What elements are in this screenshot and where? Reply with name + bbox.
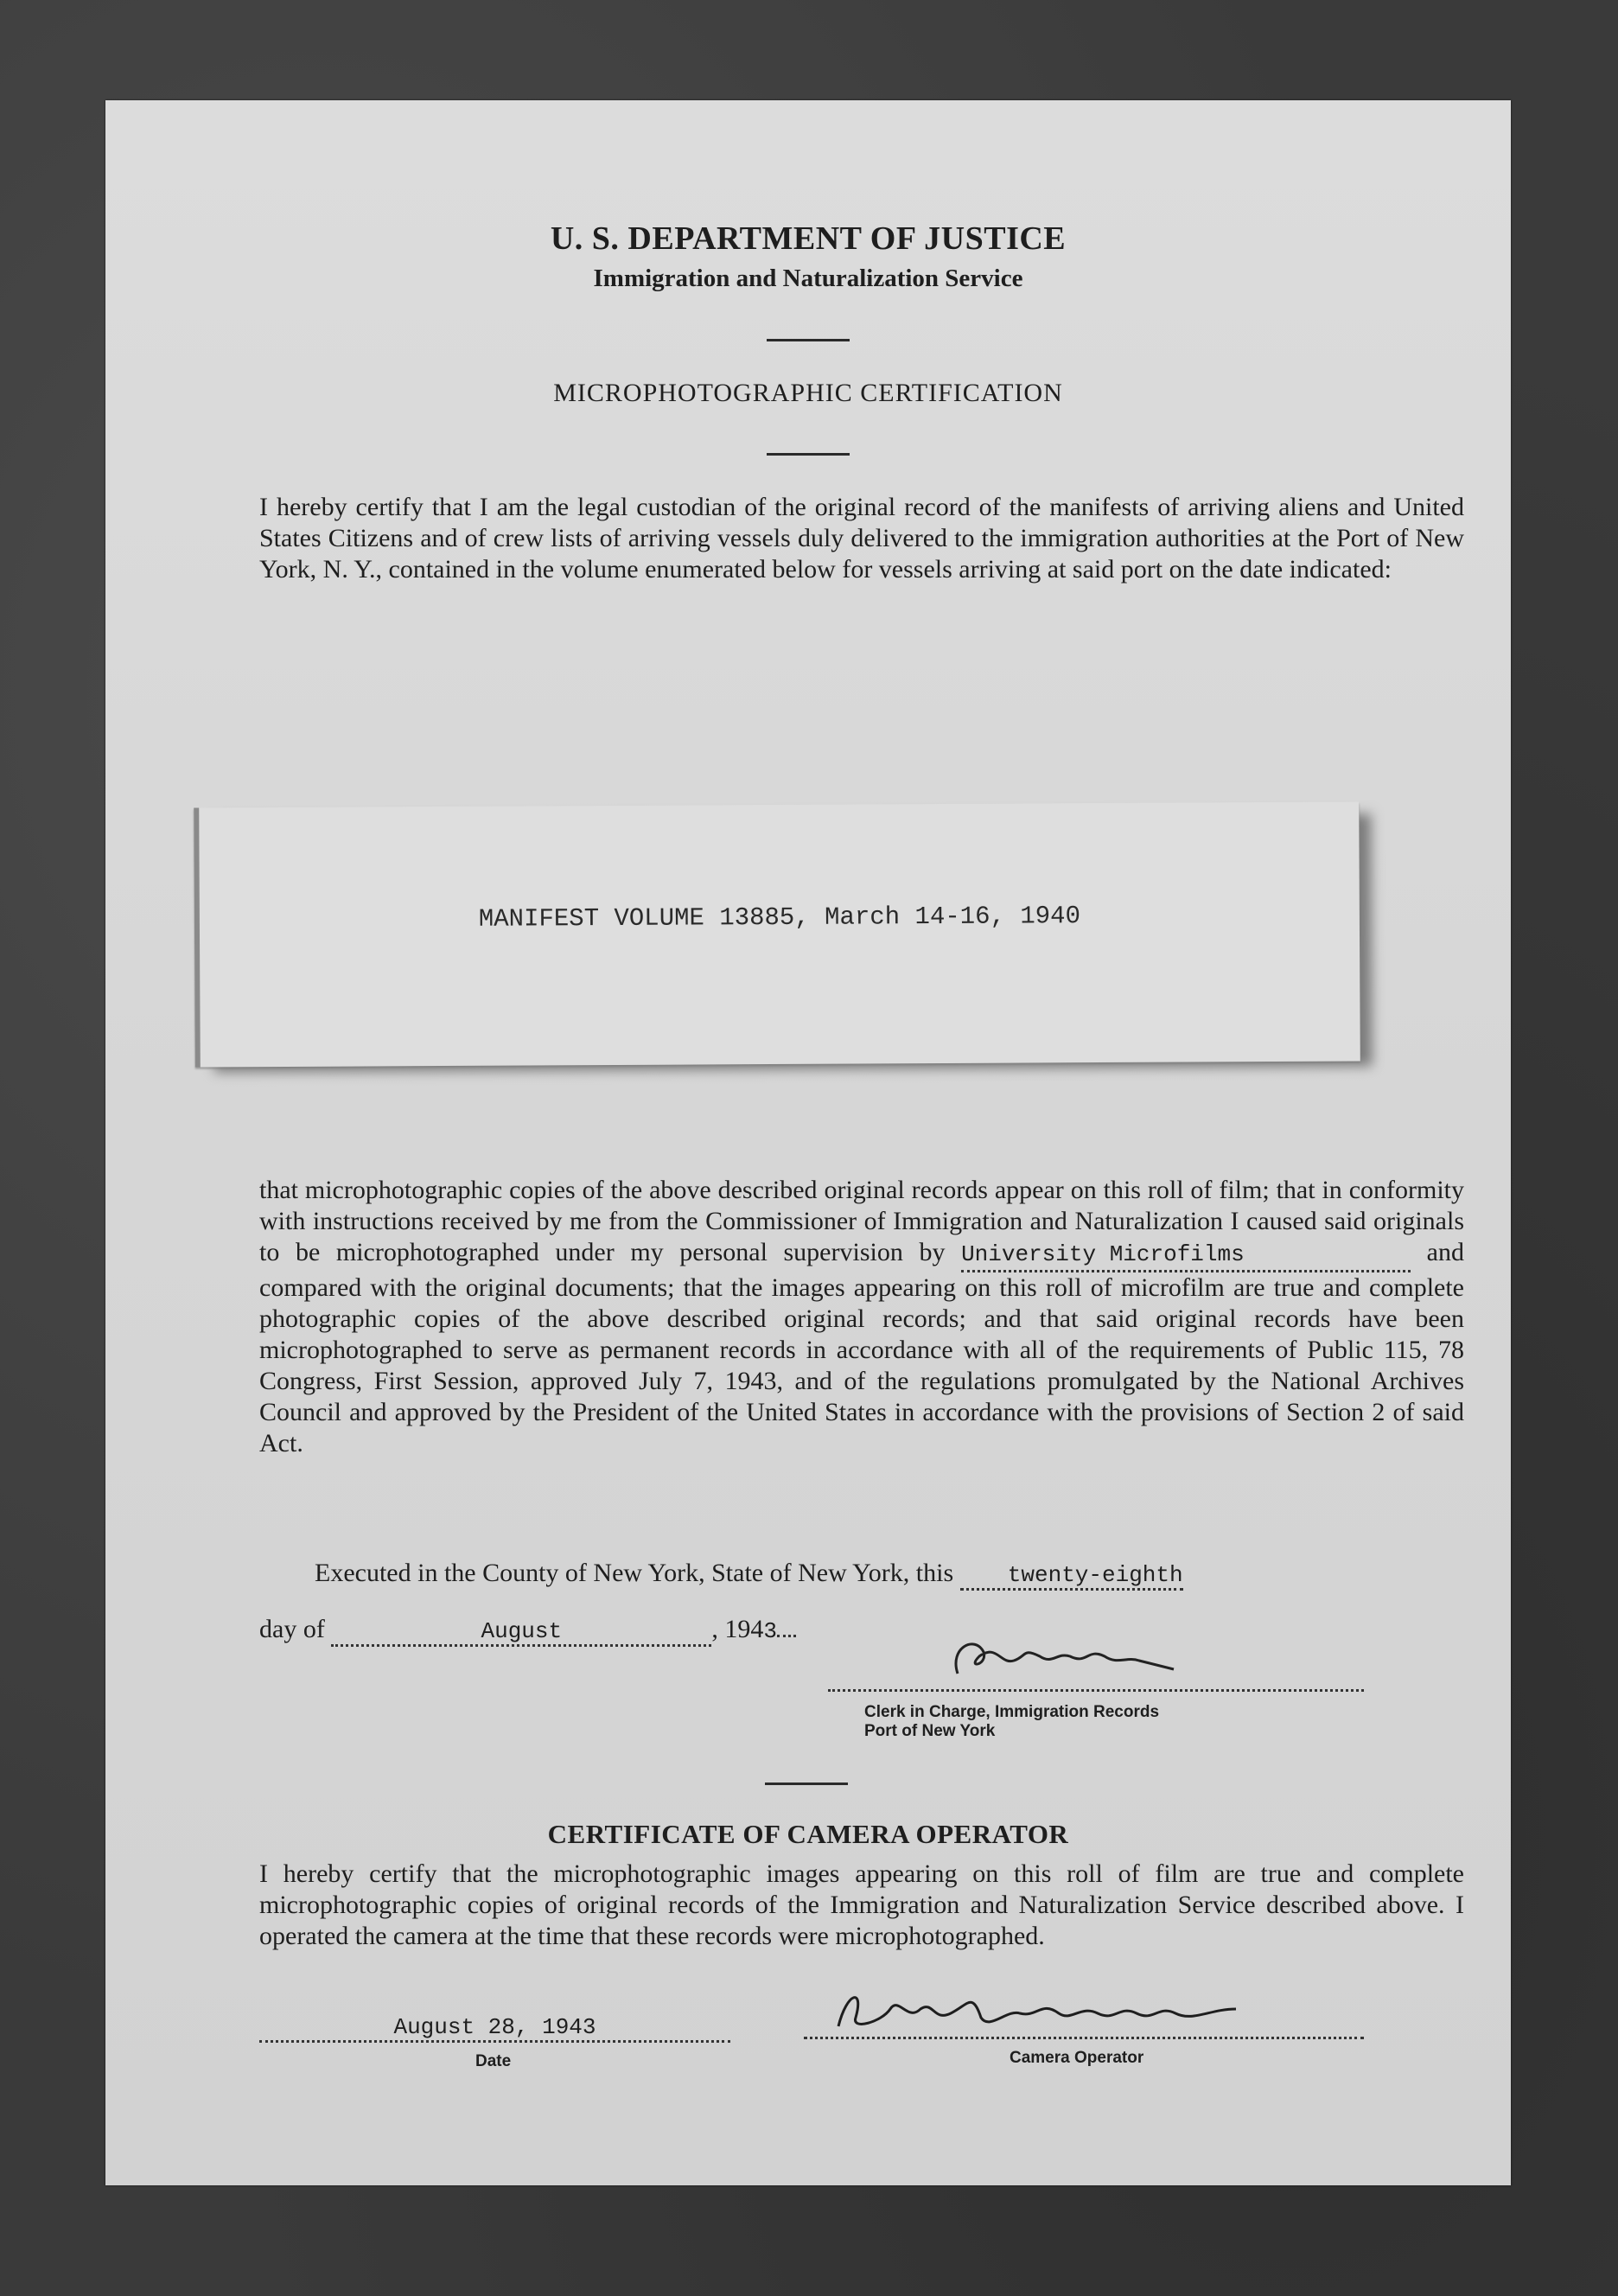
clerk-signature-mark [828,1630,1364,1682]
clerk-signature-line [828,1689,1364,1692]
divider [767,339,850,341]
camera-date-value: August 28, 1943 [259,2014,730,2043]
certificate-page [105,100,1511,2185]
year-prefix: , 194 [711,1615,764,1643]
operator-signature-line [804,2037,1364,2039]
body-before-name: that microphotographic copies of the above described original records appear on this roll of film; that in conformity with instructions received by me from the Commissioner of Immigration and Naturalization I caused said originals to be microphotographed under my personal supervision by [259,1176,1464,1266]
clerk-signature [828,1630,1364,1682]
day-of-label: day of [259,1615,325,1643]
divider [765,1783,848,1785]
operator-signature [804,1983,1364,2035]
manifest-volume-slip [194,801,1360,1067]
service-subtitle: Immigration and Naturalization Service [593,265,1023,292]
custodian-intro-paragraph: I hereby certify that I am the legal custodian of the original record of the manifests of arriving aliens and United States Citizens and of crew lists of arriving vessels duly delivered to the immigration authorities at the Port of New York, N. Y., contained in the volume enumerated below for vessels arriving at said port on the date indicated: [259,493,1464,584]
executed-line [259,1559,1464,1591]
execution-day: twenty-eighth [960,1562,1183,1591]
camera-operator-paragraph: I hereby certify that the microphotographic images appearing on this roll of film are true and complete microphotographic copies of original records of the Immigration and Naturalization Service described above. I operated the camera at the time that these records were microphotographed. [259,1859,1464,1950]
signer-location: Port of New York [864,1722,996,1740]
camera-operator-heading: CERTIFICATE OF CAMERA OPERATOR [547,1819,1069,1849]
certification-body [259,1175,1464,1459]
operator-label: Camera Operator [1010,2049,1144,2067]
signer-title: Clerk in Charge, Immigration Records [864,1703,1160,1721]
body-after-name: and compared with the original documents; that the images appearing on this roll of microfilm are true and complete photographic copies of the above described original records; and that said original records have been microphotographed to serve as permanent records in accordance with all of the requirements of Public 115, 78 Congress, First Session, approved July 7, 1943, and of the regulations promulgated by the National Archives Council and approved by the President of the United States in accordance with the provisions of Section 2 of said Act. [259,1238,1464,1457]
divider [767,453,850,456]
operator-signature-mark [804,1983,1364,2035]
photographer-name: University Microfilms [961,1239,1411,1272]
department-title: U. S. DEPARTMENT OF JUSTICE [550,220,1067,257]
form-title: MICROPHOTOGRAPHIC CERTIFICATION [553,379,1063,407]
year-digit: 3 [763,1618,777,1644]
date-label: Date [475,2052,512,2070]
executed-text: Executed in the County of New York, State of New York, this [315,1559,954,1587]
execution-month: August [331,1618,711,1647]
manifest-volume-text: MANIFEST VOLUME 13885, March 14-16, 1940 [478,902,1081,934]
